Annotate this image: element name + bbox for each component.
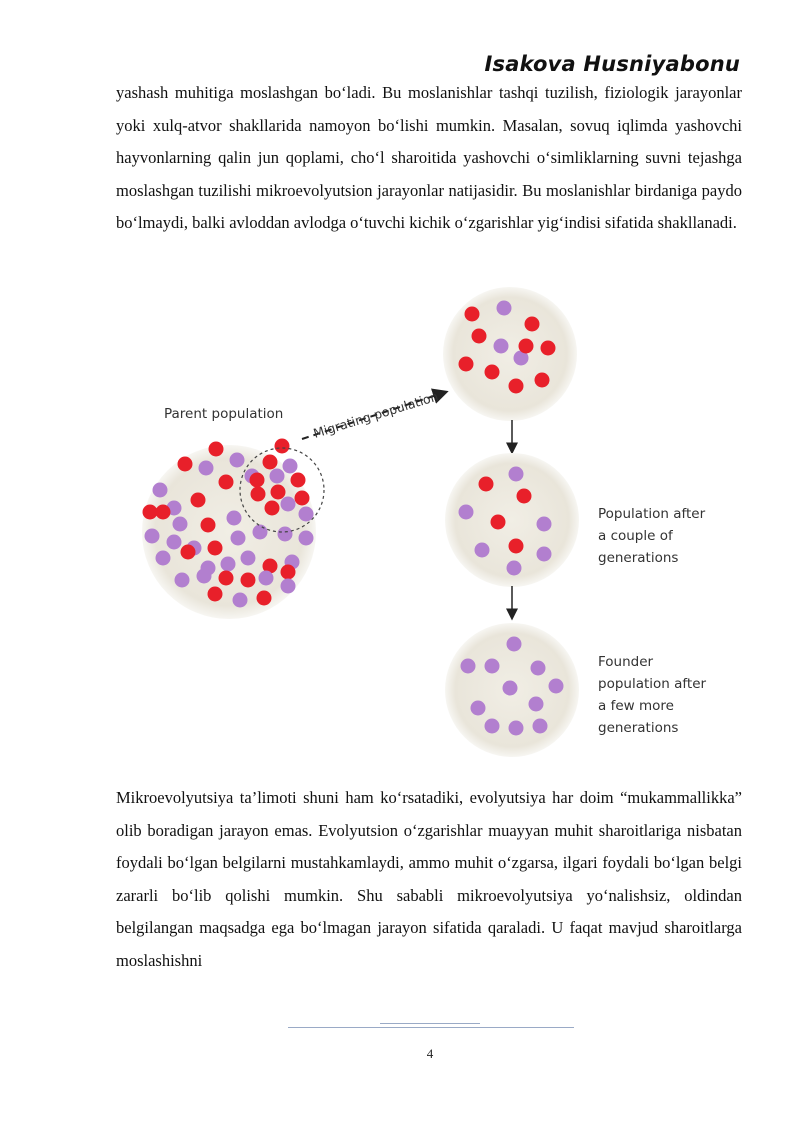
red-dot <box>459 357 474 372</box>
parent-population-label: Parent population <box>164 406 284 422</box>
red-dot <box>519 339 534 354</box>
header-author: Isakova Husniyabonu <box>484 52 740 76</box>
red-dot <box>251 487 266 502</box>
purple-dot <box>281 497 296 512</box>
purple-dot <box>471 701 486 716</box>
purple-dot <box>461 659 476 674</box>
red-dot <box>257 591 272 606</box>
purple-dot <box>221 557 236 572</box>
migrating-population-label: Migrating population <box>311 388 440 441</box>
red-dot <box>208 541 223 556</box>
purple-dot <box>283 459 298 474</box>
red-dot <box>535 373 550 388</box>
purple-dot <box>507 561 522 576</box>
purple-dot <box>509 721 524 736</box>
purple-dot <box>230 453 245 468</box>
purple-dot <box>253 525 268 540</box>
red-dot <box>156 505 171 520</box>
red-dot <box>181 545 196 560</box>
purple-dot <box>509 467 524 482</box>
red-dot <box>541 341 556 356</box>
purple-dot <box>459 505 474 520</box>
purple-dot <box>231 531 246 546</box>
purple-dot <box>259 571 274 586</box>
red-dot <box>491 515 506 530</box>
red-dot <box>263 455 278 470</box>
purple-dot <box>241 551 256 566</box>
purple-dot <box>485 719 500 734</box>
purple-dot <box>281 579 296 594</box>
population-figure <box>130 280 750 770</box>
paragraph-1: yashash muhitiga moslashgan bo‘ladi. Bu moslanishlar tashqi tuzilish, fiziologik jarayonlar yoki xulq-atvor shakllarida namoyon bo‘lishi mumkin. Masalan, sovuq iqlimda yashovchi hayvonlarning qalin jun qoplami, cho‘l sharoitida yashovchi o‘simliklarning suvni tejashga moslashgan tuzilishi mikroevolyutsion jarayonlar natijasidir. Bu moslanishlar birdaniga paydo bo‘lmaydi, balki avloddan avlodga o‘tuvchi kichik o‘zgarishlar yig‘indisi sifatida shakllanadi. <box>116 83 742 233</box>
purple-dot <box>475 543 490 558</box>
red-dot <box>525 317 540 332</box>
red-dot <box>178 457 193 472</box>
purple-dot <box>507 637 522 652</box>
red-dot <box>201 518 216 533</box>
purple-dot <box>531 661 546 676</box>
purple-dot <box>299 507 314 522</box>
red-dot <box>509 539 524 554</box>
red-dot <box>208 587 223 602</box>
purple-dot <box>549 679 564 694</box>
red-dot <box>265 501 280 516</box>
purple-dot <box>167 535 182 550</box>
red-dot <box>271 485 286 500</box>
red-dot <box>479 477 494 492</box>
purple-dot <box>299 531 314 546</box>
population-after-couple-label: Population after a couple of generations <box>598 506 706 566</box>
red-dot <box>517 489 532 504</box>
red-dot <box>472 329 487 344</box>
purple-dot <box>533 719 548 734</box>
purple-dot <box>537 547 552 562</box>
red-dot <box>219 571 234 586</box>
purple-dot <box>156 551 171 566</box>
purple-dot <box>173 517 188 532</box>
purple-dot <box>537 517 552 532</box>
founder-population-label: Founder population after a few more generations <box>598 654 707 736</box>
purple-dot <box>278 527 293 542</box>
footer-rule <box>288 1027 574 1028</box>
purple-dot <box>270 469 285 484</box>
red-dot <box>281 565 296 580</box>
red-dot <box>485 365 500 380</box>
purple-dot <box>494 339 509 354</box>
red-dot <box>295 491 310 506</box>
red-dot <box>219 475 234 490</box>
paragraph-2: Mikroevolyutsiya ta’limoti shuni ham ko‘rsatadiki, evolyutsiya har doim “mukammallikka” olib boradigan jarayon emas. Evolyutsion o‘zgarishlar muayyan muhit sharoitlariga nisbatan foydali bo‘lgan belgilarni mustahkamlaydi, ammo muhit o‘zgarsa, ilgari foydali bo‘lgan belgi zararli bo‘lib qolishi mumkin. Shu sababli mikroevolyutsiya yo‘nalishsiz, oldindan belgilangan maqsadga ega bo‘lmagan jarayon sifatida qaraladi. U faqat mavjud sharoitlarga moslashishni <box>116 788 742 970</box>
purple-dot <box>503 681 518 696</box>
purple-dot <box>485 659 500 674</box>
red-dot <box>143 505 158 520</box>
red-dot <box>509 379 524 394</box>
purple-dot <box>497 301 512 316</box>
red-dot <box>191 493 206 508</box>
purple-dot <box>145 529 160 544</box>
red-dot <box>465 307 480 322</box>
red-dot <box>291 473 306 488</box>
purple-dot <box>153 483 168 498</box>
red-dot <box>209 442 224 457</box>
red-dot <box>241 573 256 588</box>
footer-rule-short <box>380 1023 480 1024</box>
red-dot <box>250 473 265 488</box>
red-dot <box>275 439 290 454</box>
purple-dot <box>199 461 214 476</box>
purple-dot <box>175 573 190 588</box>
purple-dot <box>233 593 248 608</box>
purple-dot <box>227 511 242 526</box>
purple-dot <box>197 569 212 584</box>
purple-dot <box>529 697 544 712</box>
page-number: 4 <box>426 1046 434 1061</box>
